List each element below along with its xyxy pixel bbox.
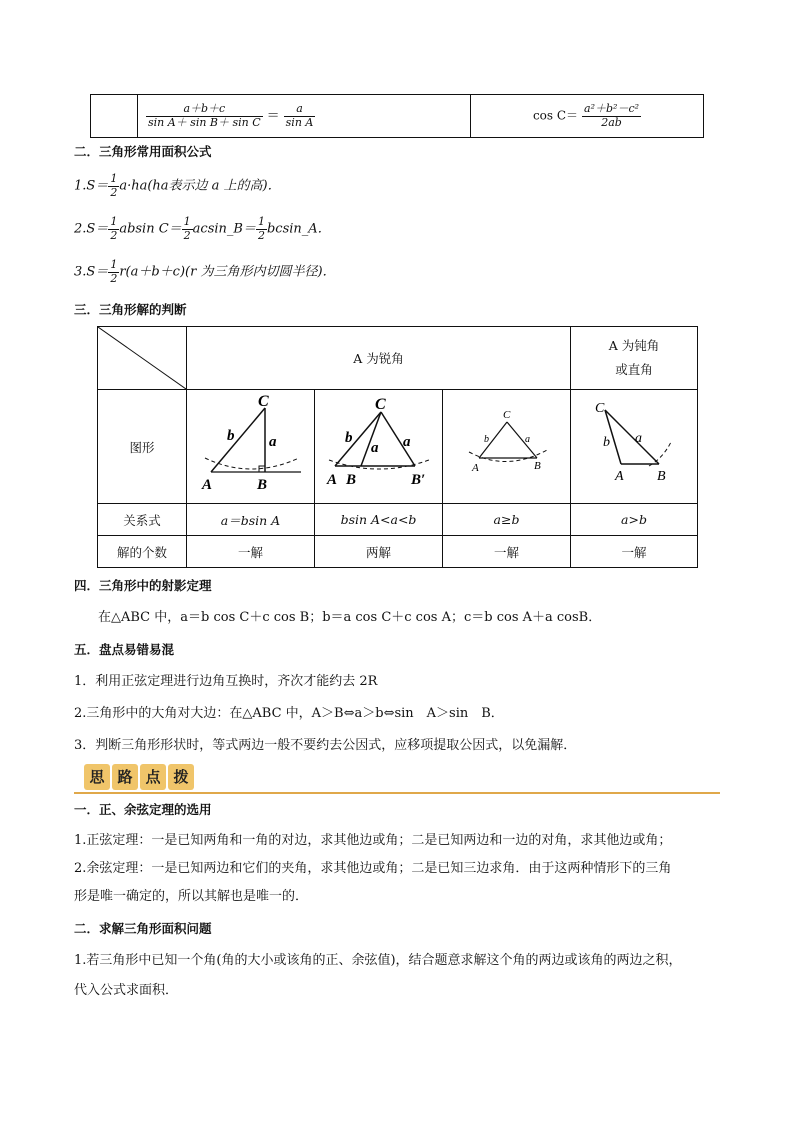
row-label-relation: 关系式 [98,504,187,536]
section3-title: 三．三角形解的判断 [74,302,187,317]
fig1-A: A [202,477,213,493]
section5-title: 五．盘点易错易混 [74,642,175,657]
diagonal-header-cell [98,327,187,390]
fig4-b: b [603,435,610,450]
section4-title: 四．三角形中的射影定理 [74,578,212,593]
fig1-b: b [227,428,235,444]
tips-banner [84,764,196,790]
figure-cell-2 [315,390,443,504]
fig2-a2: a [403,434,411,450]
fig2-B: B [346,472,357,488]
formula-table-blank-cell [91,95,138,138]
selection-item-2: 2.余弦定理：一是已知两边和它们的夹角，求其他边或角；二是已知三边求角．由于这两种情形下的三角 [74,861,672,876]
formula-table [90,94,704,138]
relation-cell-2: bsin A<a<b [315,504,443,536]
fig3-A: A [472,462,479,474]
pitfall-1: 1．利用正弦定理进行边角互换时，齐次才能约去 2R [74,674,378,689]
figure-cell-4 [571,390,698,504]
selection-title: 一．正、余弦定理的选用 [74,802,212,817]
row-label-figure: 图形 [98,390,187,504]
banner-char-2: 路 [112,764,138,790]
area-problem-item-1: 1.若三角形中已知一个角(角的大小或该角的正、余弦值)，结合题意求解这个角的两边或该角的两边之积， [74,953,682,968]
fig4-C: C [595,401,605,416]
relation-cell-3: a≥b [443,504,571,536]
figure-cell-3 [443,390,571,504]
fig2-Bprime: B′ [411,472,426,488]
fig3-C: C [503,409,511,421]
fig4-B: B [657,469,666,484]
count-cell-2: 两解 [315,536,443,568]
solution-cases-table [97,326,698,568]
banner-rule [74,792,720,794]
banner-char-3: 点 [140,764,166,790]
fig1-a: a [269,434,277,450]
area-formula-1: 1.S＝ $\frac{1}{2}$ a·ha(ha表示边 a 上的高)． [74,172,281,199]
area-problem-title: 二．求解三角形面积问题 [74,921,212,936]
pitfall-3: 3．判断三角形形状时，等式两边一般不要约去公因式，应移项提取公因式，以免漏解． [74,738,577,753]
acute-header: A 为锐角 [187,327,571,390]
law-of-cosines-frac: $\frac{\text{a²＋b²－c²}}{2ab}$ [584,101,640,129]
area-formula-2: 2.S＝ $\frac{1}{2}$ absin C＝ $\frac{1}{2}$ acsin_B＝ $\frac{1}{2}$ bcsin_A． [74,215,331,242]
law-of-sines-frac-right: $\frac{a}{\text{sin A}}$ [285,101,314,129]
selection-item-3: 形是唯一确定的，所以其解也是唯一的． [74,889,309,904]
banner-char-1: 思 [84,764,110,790]
fig2-b: b [345,430,353,446]
fig2-C: C [375,396,386,413]
banner-char-4: 拨 [168,764,194,790]
figure-a-ge-b [443,390,570,500]
relation-cell-4: a>b [571,504,698,536]
fig3-b: b [484,434,489,445]
selection-item-1: 1.正弦定理：一是已知两角和一角的对边，求其他边或角；二是已知两边和一边的对角，求其他边或角； [74,833,672,848]
fig2-a1: a [371,440,379,456]
fig4-A: A [615,469,624,484]
relation-cell-1: a＝bsin A [187,504,315,536]
area-problem-item-2: 代入公式求面积． [74,983,179,998]
fig3-a: a [525,434,530,445]
law-of-cosines-cell: cos C＝ $\frac{\text{a²＋b²－c²}}{2ab}$ [471,95,704,138]
row-label-count: 解的个数 [98,536,187,568]
figure-obtuse [571,390,697,500]
count-cell-3: 一解 [443,536,571,568]
fig1-B: B [257,477,268,493]
figure-cell-1 [187,390,315,504]
law-of-sines-cell: $\frac{a+b+c}{\text{sin A＋ sin B＋ sin C}}$ ＝ $\frac{a}{\text{sin A}}$ [138,95,471,138]
count-cell-4: 一解 [571,536,698,568]
section2-title: 二．三角形常用面积公式 [74,144,212,159]
projection-theorem: 在△ABC 中，a＝b cos C＋c cos B；b＝a cos C＋c cos A；c＝b cos A＋a cosB． [98,610,602,625]
count-cell-1: 一解 [187,536,315,568]
fig4-a: a [635,431,642,446]
diagonal-line [98,327,186,389]
law-of-sines-frac-left: $\frac{a+b+c}{\text{sin A＋ sin B＋ sin C}}$ [148,101,261,129]
figure-two-solutions [315,390,442,500]
fig1-C: C [258,393,269,410]
fig2-A: A [327,472,338,488]
area-formula-3: 3.S＝ $\frac{1}{2}$ r(a＋b＋c)(r 为三角形内切圆半径)． [74,258,336,285]
figure-right-height [187,390,314,500]
pitfall-2: 2.三角形中的大角对大边：在△ABC 中，A＞B⇔a＞b⇔sin A＞sin B． [74,706,504,721]
fig3-B: B [534,460,541,472]
obtuse-header: A 为钝角 或直角 [571,327,698,390]
